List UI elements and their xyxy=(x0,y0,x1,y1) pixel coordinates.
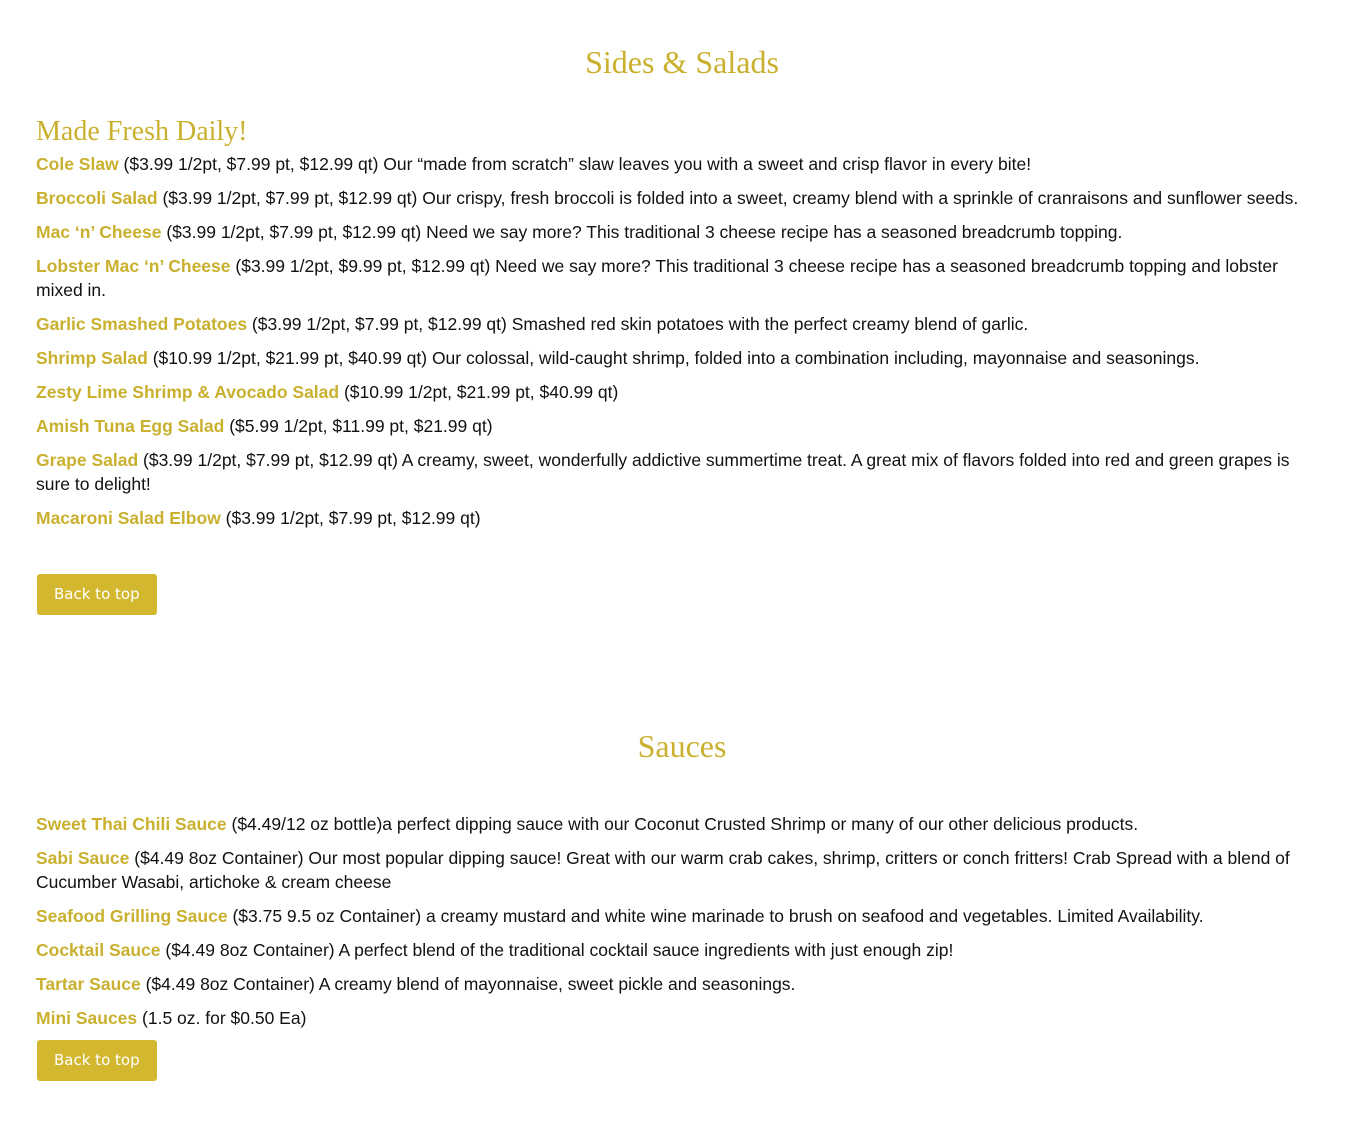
item-description: ($3.99 1/2pt, $7.99 pt, $12.99 qt) Our crispy, fresh broccoli is folded into a sweet, creamy blend with a sprinkle of cranraisons and sunflower seeds. xyxy=(157,188,1299,208)
item-name: Cole Slaw xyxy=(36,154,119,174)
item-description: ($3.75 9.5 oz Container) a creamy mustard and white wine marinade to brush on seafood and vegetables. Limited Availability. xyxy=(227,906,1204,926)
item-description: ($4.49 8oz Container) A creamy blend of mayonnaise, sweet pickle and seasonings. xyxy=(140,974,796,994)
list-item xyxy=(36,972,1328,996)
list-item xyxy=(36,312,1328,336)
list-item xyxy=(36,812,1328,836)
item-description: ($4.49 8oz Container) Our most popular dipping sauce! Great with our warm crab cakes, shrimp, critters or conch fritters! Crab Spread with a blend of Cucumber Wasabi, artichoke & cream cheese xyxy=(36,848,1290,892)
sides-list xyxy=(36,152,1328,530)
section-title-sides: Sides & Salads xyxy=(585,44,779,80)
item-description: ($10.99 1/2pt, $21.99 pt, $40.99 qt) Our colossal, wild-caught shrimp, folded into a combination including, mayonnaise and seasonings. xyxy=(147,348,1200,368)
item-name: Garlic Smashed Potatoes xyxy=(36,314,248,334)
list-item xyxy=(36,346,1328,370)
item-description: ($10.99 1/2pt, $21.99 pt, $40.99 qt) xyxy=(339,382,619,402)
item-description: ($5.99 1/2pt, $11.99 pt, $21.99 qt) xyxy=(224,416,493,436)
list-item xyxy=(36,380,1328,404)
item-description: ($3.99 1/2pt, $7.99 pt, $12.99 qt) A creamy, sweet, wonderfully addictive summertime treat. A great mix of flavors folded into red and green grapes is sure to delight! xyxy=(36,450,1290,494)
list-item xyxy=(36,254,1328,302)
list-item xyxy=(36,152,1328,176)
item-description: ($3.99 1/2pt, $7.99 pt, $12.99 qt) xyxy=(220,508,481,528)
item-name: Grape Salad xyxy=(36,450,139,470)
item-description: ($4.49 8oz Container) A perfect blend of the traditional cocktail sauce ingredients with just enough zip! xyxy=(160,940,954,960)
item-description: ($4.49/12 oz bottle)a perfect dipping sauce with our Coconut Crusted Shrimp or many of our other delicious products. xyxy=(226,814,1139,834)
sauces-list xyxy=(36,812,1328,1030)
item-name: Cocktail Sauce xyxy=(36,940,161,960)
item-name: Sabi Sauce xyxy=(36,848,130,868)
item-name: Macaroni Salad Elbow xyxy=(36,508,221,528)
list-item xyxy=(36,1006,1328,1030)
back-to-top-button[interactable]: Back to top xyxy=(37,574,157,615)
item-name: Sweet Thai Chili Sauce xyxy=(36,814,227,834)
item-name: Mac ‘n’ Cheese xyxy=(36,222,162,242)
list-item xyxy=(36,448,1328,496)
item-description: (1.5 oz. for $0.50 Ea) xyxy=(137,1008,307,1028)
item-name: Shrimp Salad xyxy=(36,348,148,368)
subtitle-made-fresh: Made Fresh Daily! xyxy=(36,116,248,147)
sides-section xyxy=(36,42,1328,540)
list-item xyxy=(36,904,1328,928)
item-name: Amish Tuna Egg Salad xyxy=(36,416,225,436)
list-item xyxy=(36,938,1328,962)
list-item xyxy=(36,506,1328,530)
list-item xyxy=(36,186,1328,210)
item-name: Zesty Lime Shrimp & Avocado Salad xyxy=(36,382,340,402)
item-name: Mini Sauces xyxy=(36,1008,138,1028)
item-description: ($3.99 1/2pt, $7.99 pt, $12.99 qt) Need we say more? This traditional 3 cheese recipe has a seasoned breadcrumb topping. xyxy=(161,222,1123,242)
list-item xyxy=(36,414,1328,438)
item-name: Seafood Grilling Sauce xyxy=(36,906,228,926)
item-name: Lobster Mac ‘n’ Cheese xyxy=(36,256,231,276)
back-to-top-button[interactable]: Back to top xyxy=(37,1040,157,1081)
item-description: ($3.99 1/2pt, $7.99 pt, $12.99 qt) Our “made from scratch” slaw leaves you with a sweet and crisp flavor in every bite! xyxy=(118,154,1032,174)
item-name: Broccoli Salad xyxy=(36,188,158,208)
item-name: Tartar Sauce xyxy=(36,974,141,994)
item-description: ($3.99 1/2pt, $7.99 pt, $12.99 qt) Smashed red skin potatoes with the perfect creamy blend of garlic. xyxy=(247,314,1029,334)
section-title-sauces: Sauces xyxy=(637,728,727,764)
item-description: ($3.99 1/2pt, $9.99 pt, $12.99 qt) Need we say more? This traditional 3 cheese recipe has a seasoned breadcrumb topping and lobster mixed in. xyxy=(36,256,1278,300)
sauces-section xyxy=(36,726,1328,1040)
list-item xyxy=(36,846,1328,894)
list-item xyxy=(36,220,1328,244)
